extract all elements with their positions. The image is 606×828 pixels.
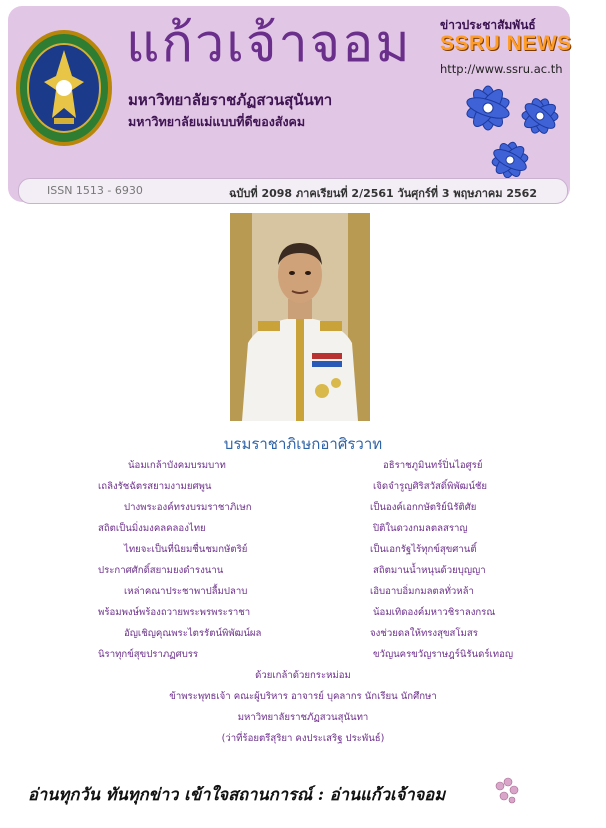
verse-left-1: น้อมเกล้าบังคมบรมบาท: [128, 460, 226, 471]
verse-left-7: เหล่าคณาประชาพาปลื้มปลาบ: [124, 586, 248, 597]
blue-flower-icon: [448, 68, 576, 188]
closing-line-1: ด้วยเกล้าด้วยกระหม่อม: [255, 670, 351, 681]
news-brand: SSRU NEWS: [440, 32, 572, 55]
issue-info: ฉบับที่ 2098 ภาคเรียนที่ 2/2561 วันศุกร์ที่ 3 พฤษภาคม 2562: [228, 187, 537, 200]
verse-left-6: ประกาศศักดิ์สยามยงดำรงนาน: [98, 565, 224, 576]
verse-left-2: เถลิงรัชฉัตรสยามงามยศพูน: [98, 481, 212, 492]
verse-left-10: นิราทุกข์สุขปราภฏศบรร: [98, 649, 199, 660]
masthead-banner: [8, 6, 570, 202]
verse-left-4: สถิตเป็นมิ่งมงคลคลองไทย: [98, 523, 206, 534]
poem-title: บรมราชาภิเษกอาศิรวาท: [223, 435, 383, 453]
masthead-title: แก้วเจ้าจอม: [126, 14, 412, 74]
verse-left-8: พร้อมพงษ์พร้องถวายพระพรพระราชา: [98, 607, 251, 618]
verse-left-3: ปางพระองค์ทรงบรมราชาภิเษก: [124, 502, 252, 513]
verse-left-5: ไทยจะเป็นที่นิยมชื่นชมกษัตริย์: [124, 544, 248, 555]
footer-slogan: อ่านทุกวัน ทันทุกข่าว เข้าใจสถานการณ์ : อ่านแก้วเจ้าจอม: [28, 785, 446, 804]
pink-flower-icon: [490, 774, 524, 808]
author-credit: (ว่าที่ร้อยตรีสุริยา คงประเสริฐ ประพันธ์): [221, 733, 385, 744]
verse-right-8: น้อมเทิดองค์มหาวชิราลงกรณ: [373, 607, 496, 618]
issue-bar: [18, 178, 568, 204]
verse-right-10: ขวัญนครขวัญราษฎร์นิรันดร์เทอญ: [373, 649, 514, 660]
issn-number: ISSN 1513 - 6930: [47, 184, 143, 197]
verse-right-9: จงช่วยดลให้ทรงสุขสโมสร: [370, 628, 478, 639]
verse-right-1: อธิราชภูมินทร์ปิ่นไอศูรย์: [383, 460, 483, 471]
news-label: ข่าวประชาสัมพันธ์: [440, 18, 536, 32]
closing-line-2: ข้าพระพุทธเจ้า คณะผู้บริหาร อาจารย์ บุคลากร นักเรียน นักศึกษา: [169, 691, 437, 702]
verse-right-7: เอิบอาบอิ่มกมลตลทั่วหล้า: [370, 586, 474, 597]
verse-left-9: อัญเชิญคุณพระไตรรัตน์พิพัฒน์ผล: [124, 628, 262, 639]
university-name: มหาวิทยาลัยราชภัฏสวนสุนันทา: [128, 91, 333, 109]
verse-right-6: สถิตมานน้ำหนุนด้วยบุญญา: [373, 565, 486, 576]
verse-right-5: เป็นเอกรัฐไร้ทุกข์สุขศานติ์: [370, 544, 477, 555]
university-motto: มหาวิทยาลัยแม่แบบที่ดีของสังคม: [128, 114, 306, 129]
royal-portrait-image: [230, 213, 370, 421]
verse-right-3: เป็นองค์เอกกษัตริย์นิรัติศัย: [370, 502, 477, 513]
website-url[interactable]: http://www.ssru.ac.th: [440, 62, 563, 76]
university-seal-logo: [14, 26, 114, 146]
verse-right-2: เจิดจำรูญศิริสวัสดิ์พิพัฒน์ชัย: [373, 481, 488, 492]
verse-right-4: ปิติในดวงกมลตลสราญ: [373, 523, 468, 534]
closing-line-3: มหาวิทยาลัยราชภัฏสวนสุนันทา: [237, 712, 369, 723]
